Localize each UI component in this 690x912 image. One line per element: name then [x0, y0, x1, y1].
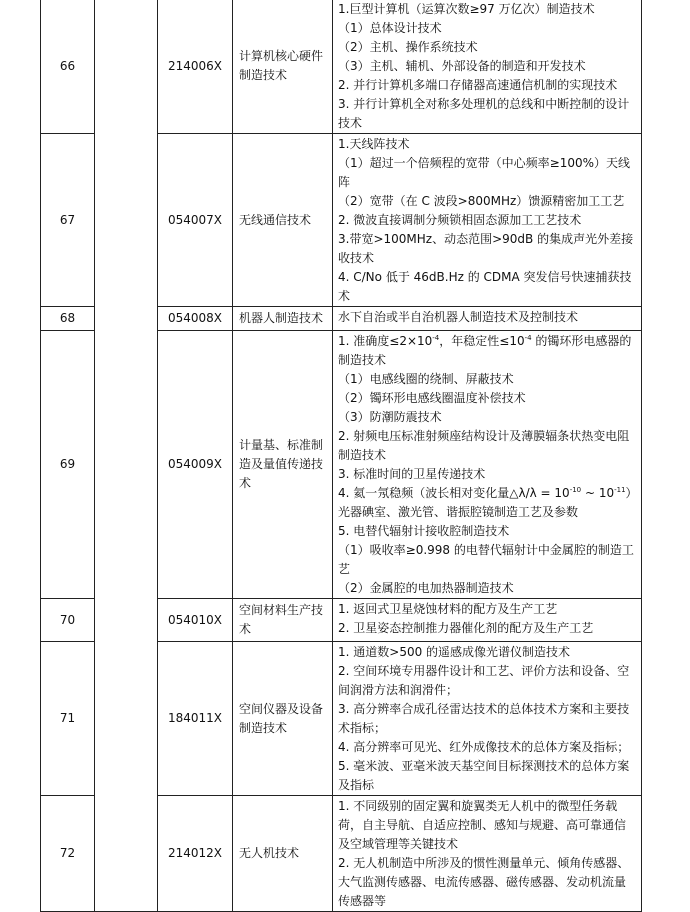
desc-line: 2. 微波直接调制分频锁相固态源加工工艺技术 [338, 213, 582, 227]
tech-name: 空间材料生产技术 [233, 599, 333, 642]
technology-table [40, 0, 642, 912]
desc-line: （1）吸收率≥0.998 的电替代辐射计中金属腔的制造工艺 [338, 543, 634, 576]
row-number: 68 [41, 307, 95, 331]
desc-line: （3）主机、辅机、外部设备的制造和开发技术 [338, 59, 586, 73]
desc-line: （2）宽带（在 C 波段>800MHz）馈源精密加工工艺 [338, 194, 625, 208]
desc-line: 1. 通道数>500 的遥感成像光谱仪制造技术 [338, 645, 571, 659]
desc-line: （2）金属腔的电加热器制造技术 [338, 581, 514, 595]
desc-line: 2. 空间环境专用器件设计和工艺、评价方法和设备、空间润滑方法和润滑件； [338, 664, 630, 697]
desc-line: 5. 毫米波、亚毫米波天基空间目标探测技术的总体方案及指标 [338, 759, 630, 792]
desc-line: 3. 并行计算机全对称多处理机的总线和中断控制的设计技术 [338, 97, 630, 130]
desc-line: （3）防潮防震技术 [338, 410, 442, 424]
tech-description [333, 599, 642, 642]
tech-description [333, 796, 642, 912]
tech-description [333, 331, 642, 599]
tech-name: 机器人制造技术 [233, 307, 333, 331]
desc-line: 1.天线阵技术 [338, 137, 410, 151]
row-number: 67 [41, 134, 95, 307]
tech-description [333, 0, 642, 134]
desc-line: 1. 不同级别的固定翼和旋翼类无人机中的微型任务载荷，自主导航、自适应控制、感知与规避、高可靠通信及空域管理等关键技术 [338, 799, 627, 851]
desc-line: （1）超过一个倍频程的宽带（中心频率≥100%）天线阵 [338, 156, 630, 189]
desc-line: 2. 并行计算机多端口存储器高速通信机制的实现技术 [338, 78, 618, 92]
desc-line: 2. 无人机制造中所涉及的惯性测量单元、倾角传感器、大气监测传感器、电流传感器、磁传感器、发动机流量传感器等 [338, 856, 630, 908]
desc-line: 1. 返回式卫星烧蚀材料的配方及生产工艺 [338, 602, 558, 616]
desc-line: 2. 卫星姿态控制推力器催化剂的配方及生产工艺 [338, 621, 594, 635]
desc-line: 4. 氦一氖稳频（波长相对变化量△λ/λ = $10^{-10}$ ~ $10^{-11}$）光器碘室、激光管、谐振腔镜制造工艺及参数 [338, 486, 632, 519]
tech-name: 无线通信技术 [233, 134, 333, 307]
row-number: 70 [41, 599, 95, 642]
desc-line: 2. 射频电压标准射频座结构设计及薄膜辐条状热变电阻制造技术 [338, 429, 630, 462]
blank-cell [95, 0, 158, 912]
tech-description [333, 307, 642, 331]
tech-name: 无人机技术 [233, 796, 333, 912]
row-number: 66 [41, 0, 95, 134]
row-number: 72 [41, 796, 95, 912]
tech-description [333, 134, 642, 307]
row-number: 71 [41, 642, 95, 796]
tech-name: 空间仪器及设备制造技术 [233, 642, 333, 796]
desc-line: （1）总体设计技术 [338, 21, 442, 35]
desc-line: 5. 电替代辐射计接收腔制造技术 [338, 524, 510, 538]
desc-line: 水下自治或半自治机器人制造技术及控制技术 [338, 310, 579, 324]
desc-line: （2）镯环形电感线圈温度补偿技术 [338, 391, 526, 405]
tech-code: 214006X [158, 0, 233, 134]
tech-code: 054007X [158, 134, 233, 307]
tech-description [333, 642, 642, 796]
desc-line: （1）电感线圈的绕制、屏蔽技术 [338, 372, 514, 386]
desc-line: （2）主机、操作系统技术 [338, 40, 478, 54]
row-number: 69 [41, 331, 95, 599]
tech-code: 054008X [158, 307, 233, 331]
tech-code: 184011X [158, 642, 233, 796]
tech-name: 计量基、标准制造及量值传递技术 [233, 331, 333, 599]
desc-line: 3. 高分辨率合成孔径雷达技术的总体技术方案和主要技术指标； [338, 702, 630, 735]
tech-code: 054010X [158, 599, 233, 642]
tech-name: 计算机核心硬件制造技术 [233, 0, 333, 134]
desc-line: 3. 标准时间的卫星传递技术 [338, 467, 486, 481]
tech-code: 054009X [158, 331, 233, 599]
tech-code: 214012X [158, 796, 233, 912]
desc-line: 4. 高分辨率可见光、红外成像技术的总体方案及指标； [338, 740, 630, 754]
desc-line: 4. C/No 低于 46dB.Hz 的 CDMA 突发信号快速捕获技术 [338, 270, 632, 303]
desc-line: 1.巨型计算机（运算次数≥97 万亿次）制造技术 [338, 2, 595, 16]
desc-line: 1. 准确度$\le 2\times 10^{-4}$，年稳定性$\le 10^{-4}$ 的镯环形电感器的制造技术 [338, 334, 632, 367]
desc-line: 3.带宽>100MHz、动态范围>90dB 的集成声光外差接收技术 [338, 232, 634, 265]
table-row [41, 0, 642, 134]
